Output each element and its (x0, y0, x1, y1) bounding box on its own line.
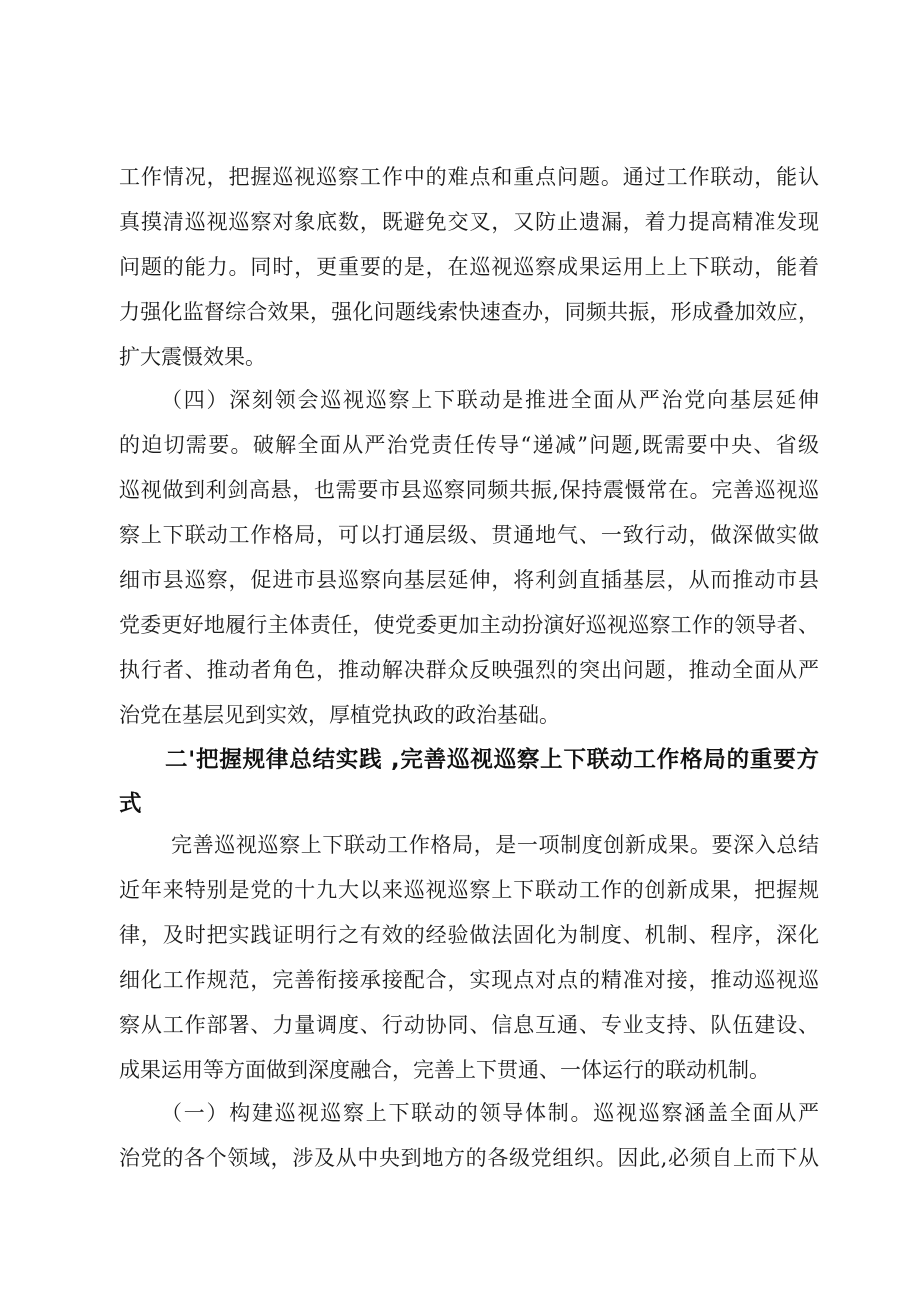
body-text-line: 细市县巡察，促进市县巡察向基层延伸，将利剑直插基层，从而推动市县 (119, 568, 819, 592)
body-text-line: 力强化监督综合效果，强化问题线索快速查办，同频共振，形成叠加效应， (119, 300, 819, 324)
body-text-line: 的迫切需要。破解全面从严治党责任传导“递减”问题,既需要中央、省级 (119, 433, 819, 457)
body-text-line: （四）深刻领会巡视巡察上下联动是推进全面从严治党向基层延伸 (161, 388, 819, 412)
body-text-line: 近年来特别是党的十九大以来巡视巡察上下联动工作的创新成果，把握规 (119, 878, 819, 902)
body-text-line: 党委更好地履行主体责任，使党委更加主动扮演好巡视巡察工作的领导者、 (119, 613, 819, 637)
body-text-line: 完善巡视巡察上下联动工作格局，是一项制度创新成果。要深入总结 (171, 833, 819, 857)
body-text-line: 执行者、推动者角色，推动解决群众反映强烈的突出问题，推动全面从严 (119, 658, 819, 682)
body-text-line: 治党的各个领域，涉及从中央到地方的各级党组织。因此,必须自上而下从 (119, 1146, 819, 1170)
body-text-line: 治党在基层见到实效，厚植党执政的政治基础。 (119, 703, 560, 727)
section-heading: 式 (119, 791, 142, 817)
body-text-line: 巡视做到利剑高悬，也需要市县巡察同频共振,保持震慑常在。完善巡视巡 (119, 478, 819, 502)
body-text-line: （一）构建巡视巡察上下联动的领导体制。巡视巡察涵盖全面从严 (161, 1101, 819, 1125)
body-text-line: 工作情况，把握巡视巡察工作中的难点和重点问题。通过工作联动，能认 (119, 165, 819, 189)
body-text-line: 问题的能力。同时，更重要的是，在巡视巡察成果运用上上下联动，能着 (119, 255, 819, 279)
body-text-line: 细化工作规范，完善衔接承接配合，实现点对点的精准对接，推动巡视巡 (119, 968, 819, 992)
body-text-line: 真摸清巡视巡察对象底数，既避免交叉，又防止遗漏，着力提高精准发现 (119, 210, 819, 234)
section-heading: 二'把握规律总结实践 ,完善巡视巡察上下联动工作格局的重要方 (165, 747, 819, 773)
body-text-line: 律，及时把实践证明行之有效的经验做法固化为制度、机制、程序，深化 (119, 923, 819, 947)
body-text-line: 成果运用等方面做到深度融合，完善上下贯通、一体运行的联动机制。 (119, 1058, 770, 1082)
body-text-line: 察上下联动工作格局，可以打通层级、贯通地气、一致行动，做深做实做 (119, 523, 819, 547)
body-text-line: 察从工作部署、力量调度、行动协同、信息互通、专业支持、队伍建设、 (119, 1013, 819, 1037)
body-text-line: 扩大震慑效果。 (119, 345, 266, 369)
